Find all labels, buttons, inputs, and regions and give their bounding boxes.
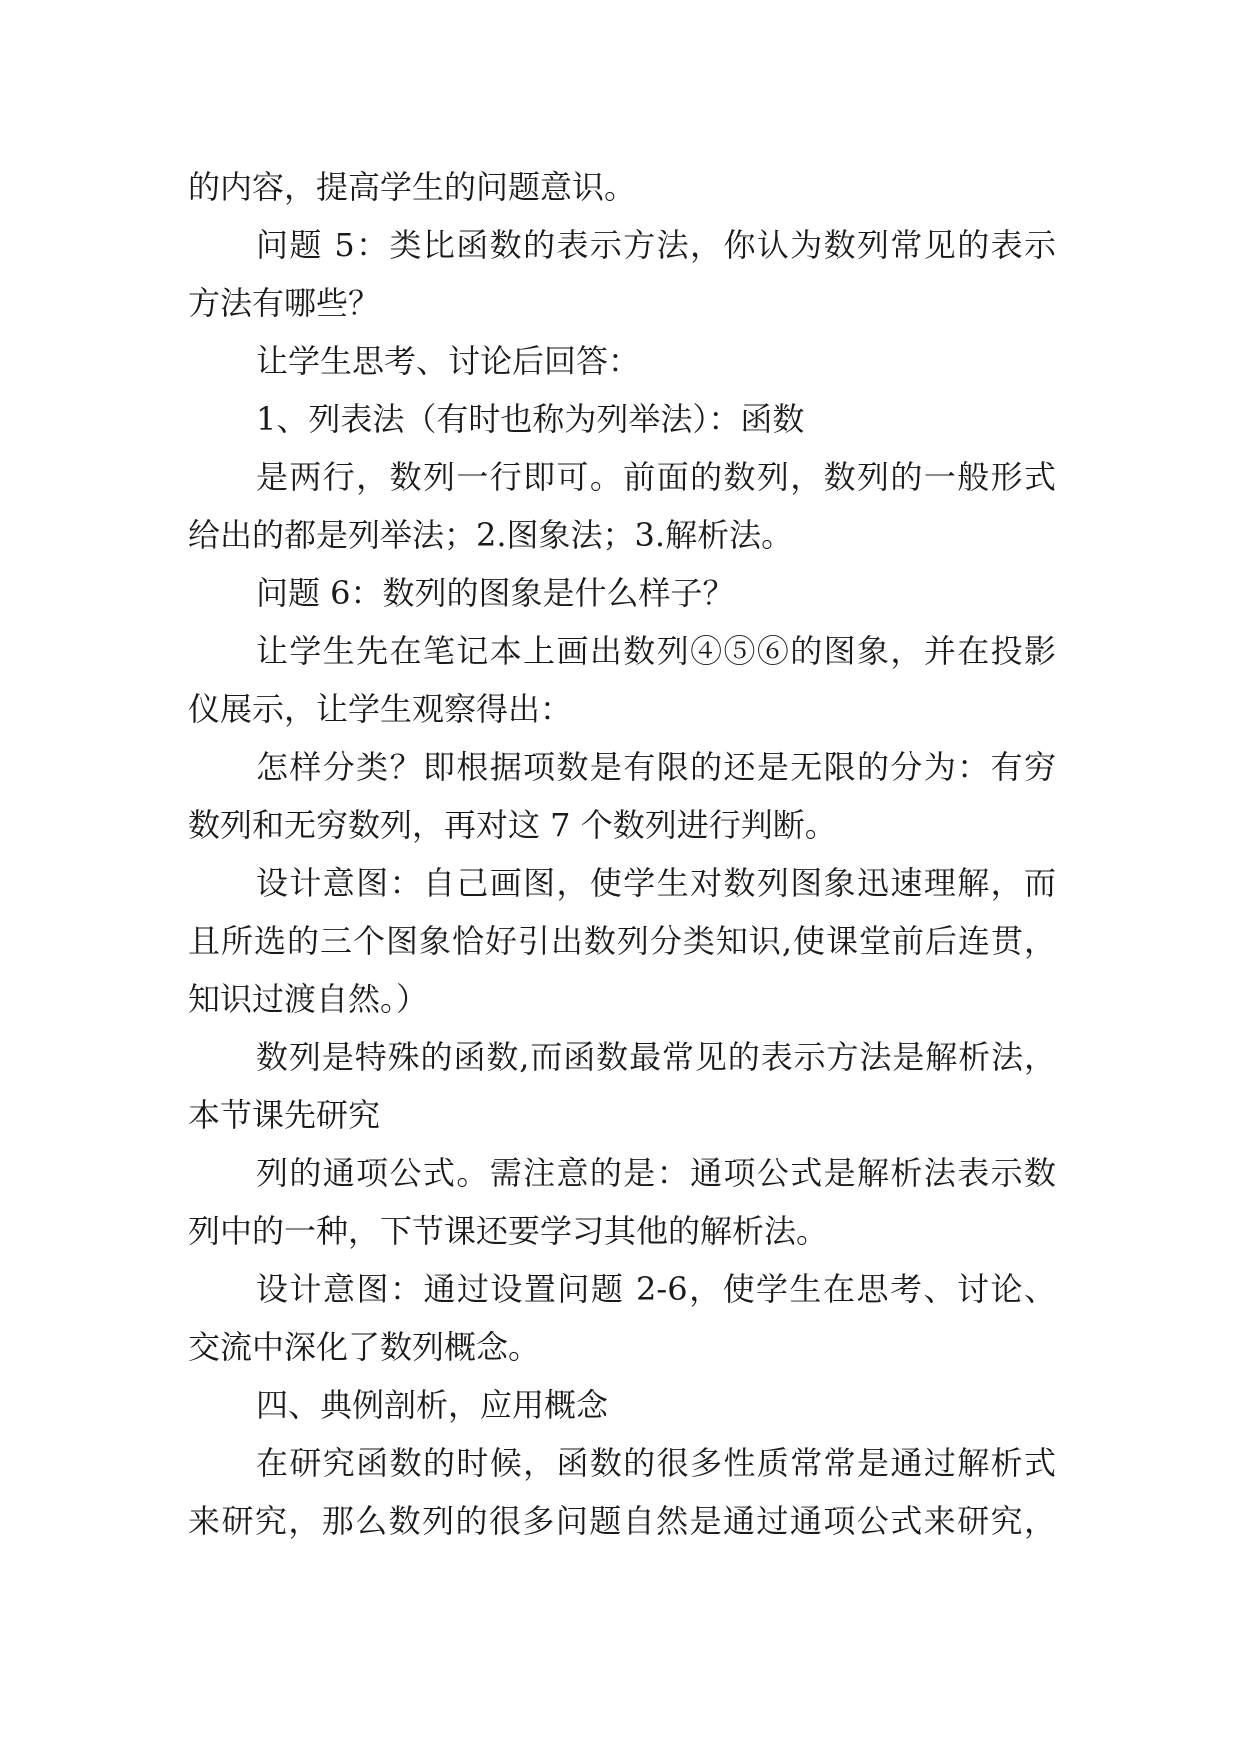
paragraph-line: 列中的一种，下节课还要学习其他的解析法。 — [188, 1212, 829, 1250]
paragraph-line: 给出的都是列举法；2.图象法；3.解析法。 — [188, 516, 794, 554]
paragraph-line: 在研究函数的时候，函数的很多性质常常是通过解析式 — [256, 1444, 1056, 1482]
paragraph-line: 怎样分类？即根据项数是有限的还是无限的分为：有穷 — [256, 748, 1056, 786]
paragraph-line: 让学生思考、讨论后回答： — [256, 342, 641, 380]
section-heading: 四、典例剖析，应用概念 — [256, 1386, 609, 1424]
paragraph-line: 数列和无穷数列，再对这 7 个数列进行判断。 — [188, 806, 837, 844]
paragraph-line: 本节课先研究 — [188, 1096, 381, 1134]
paragraph-line: 设计意图：通过设置问题 2-6，使学生在思考、讨论、 — [256, 1270, 1056, 1308]
paragraph-line: 1、列表法（有时也称为列举法）：函数 — [256, 400, 805, 438]
paragraph-line: 是两行，数列一行即可。前面的数列，数列的一般形式 — [256, 458, 1056, 496]
paragraph-line: 问题 6：数列的图象是什么样子？ — [256, 574, 735, 612]
paragraph-line: 的内容，提高学生的问题意识。 — [188, 168, 637, 206]
paragraph-line: 问题 5：类比函数的表示方法，你认为数列常见的表示 — [256, 226, 1056, 264]
paragraph-line: 来研究，那么数列的很多问题自然是通过通项公式来研究， — [188, 1502, 1056, 1540]
paragraph-line: 数列是特殊的函数,而函数最常见的表示方法是解析法， — [256, 1038, 1056, 1076]
paragraph-line: 知识过渡自然。） — [188, 980, 429, 1018]
paragraph-line: 让学生先在笔记本上画出数列④⑤⑥的图象，并在投影 — [256, 632, 1056, 670]
paragraph-line: 且所选的三个图象恰好引出数列分类知识,使课堂前后连贯， — [188, 922, 1056, 960]
paragraph-line: 仪展示，让学生观察得出： — [188, 690, 573, 728]
paragraph-line: 方法有哪些？ — [188, 284, 381, 322]
paragraph-line: 设计意图：自己画图，使学生对数列图象迅速理解，而 — [256, 864, 1056, 902]
paragraph-line: 列的通项公式。需注意的是：通项公式是解析法表示数 — [256, 1154, 1056, 1192]
paragraph-line: 交流中深化了数列概念。 — [188, 1328, 541, 1366]
